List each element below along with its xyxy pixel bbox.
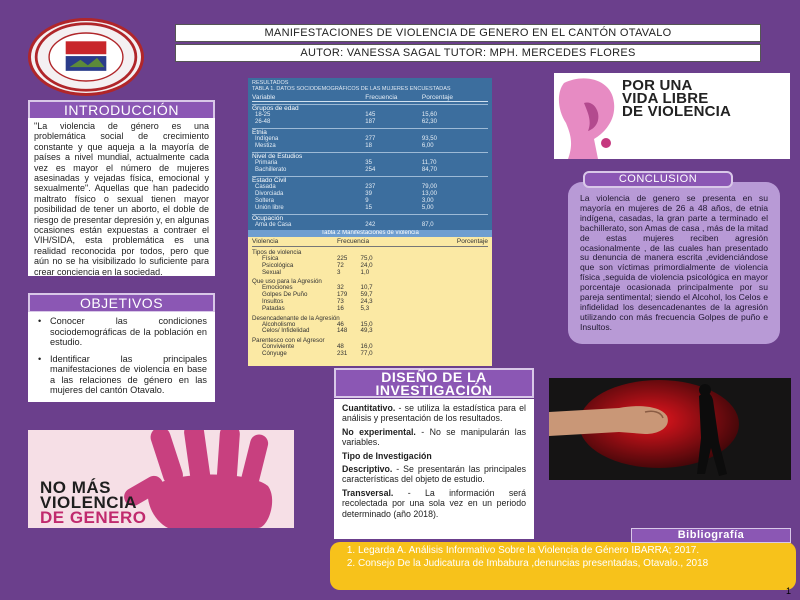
- table-row: Casada 237 79,00: [255, 184, 437, 190]
- objectives-panel: [28, 312, 215, 402]
- table-row: Física 225 75,0: [262, 255, 373, 262]
- bibliography-item: 2. Consejo De la Judicatura de Imbabura ,denuncias presentadas, Otavalo., 2018: [358, 558, 786, 569]
- table1-subcaption: TABLA 1. DATOS SOCIODEMOGRÁFICOS DE LAS MUJERES ENCUESTADAS: [252, 86, 451, 92]
- table-group-heading: Que uso para la Agresión: [252, 278, 322, 286]
- table-group-heading: Parentesco con el Agresor: [252, 337, 325, 345]
- table-row: Soltera 9 3,00: [255, 198, 434, 204]
- no-more-violence-image: [28, 430, 294, 528]
- table1-header: Variable Frecuencia Porcentaje: [252, 94, 488, 102]
- table-group-heading: Nivel de Estudios: [252, 152, 488, 160]
- page-number: 1: [786, 586, 792, 596]
- table-group-heading: Ocupación: [252, 214, 488, 222]
- poster-author: AUTOR: VANESSA SAGAL TUTOR: MPH. MERCEDES FLORES: [175, 44, 761, 62]
- fist-silhouette-icon: [549, 378, 791, 480]
- bibliography-panel: [330, 542, 796, 590]
- table-group-heading: Desencadenante de la Agresión: [252, 314, 340, 322]
- table-row: Sexual 3 1,0: [262, 268, 370, 276]
- campaign-logo: [554, 73, 790, 159]
- table2-caption: Tabla 2 Manifestaciones de violencia: [248, 230, 492, 237]
- table-row: Insultos 73 24,3: [262, 297, 373, 305]
- table-row: Alcoholismo 46 15,0: [262, 320, 373, 328]
- utn-seal-icon: [31, 21, 141, 93]
- table-row: Divorciada 39 13,00: [255, 191, 437, 197]
- university-logo: [28, 18, 144, 96]
- table-row: 26-48 187 62,30: [255, 119, 437, 125]
- intro-heading: INTRODUCCIÓN: [28, 100, 215, 120]
- campaign-logo-text: POR UNA VIDA LIBRE DE VIOLENCIA: [622, 77, 732, 120]
- table-group-heading: Etnia: [252, 128, 488, 136]
- bibliography-item: 1. Legarda A. Análisis Informativo Sobre la Violencia de Género IBARRA; 2017.: [358, 545, 786, 556]
- table-group-heading: Grupos de edad: [252, 104, 488, 112]
- poster-title: MANIFESTACIONES DE VIOLENCIA DE GENERO EN EL CANTÓN OTAVALO: [175, 24, 761, 42]
- table2-header: Violencia Frecuencia Porcentaje: [252, 238, 488, 245]
- sociodemographic-table: [248, 78, 492, 230]
- violence-photo: [549, 378, 791, 480]
- violence-table: [248, 230, 492, 366]
- table-group-heading: Tipos de violencia: [252, 249, 302, 256]
- table-row: Psicológica 72 24,0: [262, 261, 373, 269]
- table1-caption: RESULTADOS: [252, 80, 289, 86]
- bibliography-heading: Bibliografía: [631, 528, 791, 543]
- design-text: Cuantitativo. - se utiliza la estadística para el análisis y presentación de los resultados. No experimental. - No se manipularán las variables. Tipo de Investigación Descriptivo. - Se presentarán las principales características del objeto de estudio. Transversal. - La información será recolectada por una sola vez en un periodo determinado (año 2018).: [334, 399, 534, 539]
- table-group-heading: Estado Civil: [252, 176, 488, 184]
- no-more-violence-text: NO MÁS VIOLENCIA DE GENERO: [40, 478, 147, 527]
- table-row: Mestiza 18 6,00: [255, 143, 434, 149]
- table-row: Indígena 277 93,50: [255, 136, 437, 142]
- table-row: Bachillerato 254 84,70: [255, 167, 437, 173]
- table-row: Conviviente 48 16,0: [262, 343, 373, 351]
- table-row: Unión libre 15 5,00: [255, 205, 434, 211]
- table-row: Ama de Casa 242 87,0: [255, 222, 434, 228]
- conclusion-heading: CONCLUSION: [583, 171, 733, 188]
- design-heading: DISEÑO DE LA INVESTIGACIÓN: [334, 368, 534, 398]
- table-row: Emociones 32 10,7: [262, 284, 373, 292]
- objective-item: • Conocer las condiciones sociodemográficas de la población en estudio.: [36, 316, 207, 348]
- table-row: Primaria 35 11,70: [255, 160, 437, 166]
- objective-item: • Identificar las principales manifestaciones de violencia en base a las relaciones de género en las mujeres del cantón Otavalo.: [36, 354, 207, 396]
- objectives-heading: OBJETIVOS: [28, 293, 215, 313]
- table-row: Celos/ Infidelidad 148 49,3: [262, 327, 373, 335]
- table-row: 18-25 145 15,60: [255, 112, 437, 118]
- intro-text: "La violencia de género es una problemática social de crecimiento constante y que aqueja a la mayoría de países a nivel mundial, actualmente cada vez es mayor el número de mujeres asesinadas y vejadas física, emocional y sexualmente". Aquellas que han padecido maltrato físico o sexual tienen mayor posibilidad de tener un aborto, el doble de riesgo de presentar depresión y, en algunas ocasiones están expuestas a contraer el VIH/SIDA, esta problemática es una realidad reconocida por todos, pero que aún no se ha visibilizado lo suficiente para crear conciencia en la sociedad.: [28, 118, 215, 276]
- woman-silhouette-icon: [554, 73, 624, 159]
- table-row: Golpes De Puño 179 59,7: [262, 291, 373, 299]
- table-row: Cónyuge 231 77,0: [262, 349, 373, 357]
- table-row: Patadas 16 5,3: [262, 304, 370, 312]
- conclusion-text: La violencia de genero se presenta en su mayoría en mujeres de 26 a 48 años, de etnia indígena, casadas, la gran parte a terminado el bachillerato, son Amas de casa , más de la mitad de estas mujeres reciben agresión ocasionalmente , de las cuales han presentado su denuncia de manera escrita ,evidenciándose que son víctimas primordialmente de violencia física ,seguida de violencia psicológica en mayor porcentaje ocasionada principalmente por su pareja sentimental; siendo el Alcohol, los Celos e infidelidad los desencadenantes de la agresión utilizando con más frecuencia Golpes de puño e Insultos.: [568, 182, 780, 344]
